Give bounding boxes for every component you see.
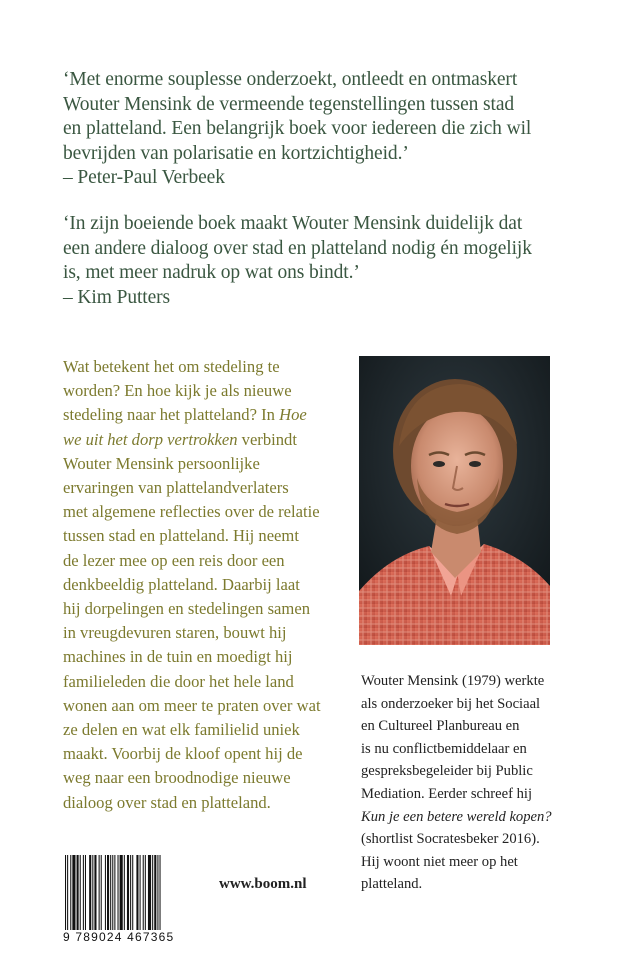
barcode-bar — [152, 855, 153, 930]
barcode-bar — [132, 855, 133, 930]
barcode-bar — [145, 855, 146, 930]
bio-line: platteland. — [361, 876, 423, 893]
barcode-bar — [130, 855, 131, 930]
barcode-bar — [105, 855, 106, 930]
blurb-line: dialoog over stad en platteland. — [63, 792, 271, 812]
barcode-bar — [110, 855, 111, 930]
barcode-bar — [77, 855, 79, 930]
blurb-line: tussen stad en platteland. Hij neemt — [63, 526, 299, 546]
author-photo — [359, 356, 550, 645]
bio-book-title: Kun je een betere wereld kopen? — [361, 808, 552, 825]
barcode-bar — [154, 855, 156, 930]
blurb-line — [63, 403, 353, 427]
bio-line: en Cultureel Planbureau en — [361, 718, 520, 735]
barcode-bar — [65, 855, 66, 930]
barcode-bar — [70, 855, 71, 930]
barcode-bar — [114, 855, 115, 930]
barcode-bar — [127, 855, 129, 930]
bio-line: als onderzoeker bij het Sociaal — [361, 695, 541, 712]
blurb-line: familieleden die door het hele land — [63, 671, 294, 691]
barcode-bar — [112, 855, 113, 930]
barcode-bar — [143, 855, 144, 930]
blurb-text: stedeling naar het platteland? In — [63, 405, 280, 425]
bio-line: gespreksbegeleider bij Public — [361, 763, 533, 780]
quote-line: ‘In zijn boeiende boek maakt Wouter Mensink duidelijk dat — [63, 213, 523, 234]
barcode-bar — [124, 855, 125, 930]
blurb-line: ervaringen van plattelandverlaters — [63, 478, 289, 498]
barcode-bar — [148, 855, 151, 930]
blurb-line: ze delen en wat elk familielid uniek — [63, 720, 300, 740]
blurb-line: machines in de tuin en moedigt hij — [63, 647, 293, 667]
barcode-bar — [85, 855, 86, 930]
quote-line: ‘Met enorme souplesse onderzoekt, ontleedt en ontmaskert — [63, 69, 518, 90]
bio-line: Hij woont niet meer op het — [361, 853, 518, 870]
blurb-line: worden? En hoe kijk je als nieuwe — [63, 381, 292, 401]
blurb-line: maakt. Voorbij de kloof opent hij de — [63, 744, 303, 764]
barcode-bar — [99, 855, 100, 930]
barcode-bar — [140, 855, 141, 930]
blurb-line: wonen aan om meer te praten over wat — [63, 695, 321, 715]
quote-line: is, met meer nadruk op wat ons bindt.’ — [63, 262, 360, 283]
blurb-line: hij dorpelingen en stedelingen samen — [63, 599, 310, 619]
bio-line: Mediation. Eerder schreef hij — [361, 785, 532, 802]
book-title-italic: we uit het dorp vertrokken — [63, 429, 238, 449]
barcode-bar — [107, 855, 109, 930]
quote-author: – Peter-Paul Verbeek — [63, 167, 225, 188]
blurb-line: Wouter Mensink persoonlijke — [63, 453, 260, 473]
publisher-website: www.boom.nl — [219, 876, 307, 892]
quote-line: en platteland. Een belangrijk boek voor iedereen die zich wil — [63, 118, 532, 139]
bio-line: Wouter Mensink (1979) werkte — [361, 673, 545, 689]
quote-peter-paul-verbeek — [63, 68, 583, 191]
blurb-line: met algemene reflecties over de relatie — [63, 502, 320, 522]
barcode-bar — [94, 855, 96, 930]
barcode-bar — [118, 855, 119, 930]
barcode-bar — [92, 855, 93, 930]
book-blurb — [63, 355, 353, 815]
blurb-line: de lezer mee op een reis door een — [63, 550, 285, 570]
quote-line: Wouter Mensink de vermeende tegenstellingen tussen stad — [63, 93, 515, 115]
book-title-italic: Hoe — [279, 405, 307, 425]
author-bio — [361, 670, 581, 896]
blurb-line: denkbeeldig platteland. Daarbij laat — [63, 574, 300, 594]
barcode-bar — [157, 855, 158, 930]
blurb-line: Wat betekent het om stedeling te — [63, 357, 280, 376]
barcode-bar — [136, 855, 138, 930]
barcode-bar — [83, 855, 84, 930]
barcode-bar — [80, 855, 81, 930]
blurb-line — [63, 428, 353, 452]
blurb-line: weg naar een broodnodige nieuwe — [63, 768, 291, 788]
bio-line: (shortlist Socratesbeker 2016). — [361, 831, 540, 848]
quote-author: – Kim Putters — [63, 286, 171, 308]
quote-kim-putters — [63, 212, 583, 310]
quote-line: een andere dialoog over stad en platteland nodig én mogelijk — [63, 237, 532, 259]
barcode-bar — [67, 855, 68, 930]
quote-line: bevrijden van polarisatie en kortzichtigheid.’ — [63, 142, 409, 164]
blurb-text: verbindt — [237, 429, 297, 449]
barcode-bar — [160, 855, 161, 930]
bio-line: is nu conflictbemiddelaar en — [361, 740, 527, 757]
barcode-bar — [101, 855, 102, 930]
barcode-bar — [120, 855, 123, 930]
isbn-number: 9 789024 467365 — [63, 930, 175, 944]
isbn-barcode — [63, 855, 203, 930]
barcode-bar — [89, 855, 91, 930]
barcode-bar — [72, 855, 75, 930]
blurb-line: in vreugdevuren staren, bouwt hij — [63, 623, 287, 643]
